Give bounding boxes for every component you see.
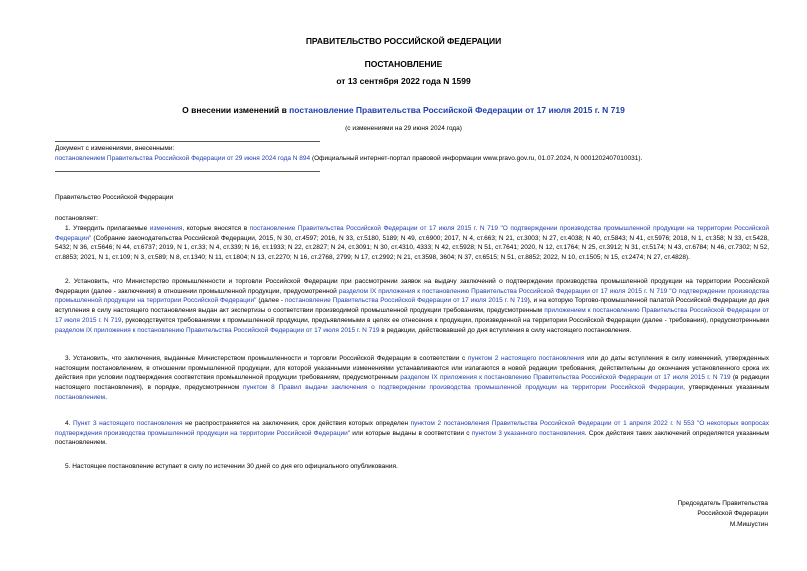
p4-text-b: не распространяется на заключения, срок действия которых определен <box>182 420 411 427</box>
p4-text-c: или которые выданы в соответствии с <box>350 429 472 437</box>
p4-text-d: . Срок действия таких заключений определяется указанным постановлением. <box>55 429 770 447</box>
changes-label: Документ с изменениями, внесенными: <box>55 145 175 152</box>
p2-link-section-ix-2[interactable]: разделом IX приложения к постановлению Правительства Российской Федерации от 17 июля 2015 г. N 719 <box>55 326 380 334</box>
p3-link-resolution[interactable]: постановлением <box>55 393 106 401</box>
p2-text-d: , руководствуется требованиями к промышленной продукции, предъявляемыми в целях ее отнесения к продукции, произведенной на территории Российской Федерации (далее - требования), предусмотренными <box>121 316 769 324</box>
changes-line <box>55 154 642 164</box>
changes-link[interactable]: постановлением Правительства Российской Федерации от 29 июня 2024 года N 894 <box>55 155 311 162</box>
p2-text-e: в редакции, действовавшей до дня вступления в силу настоящего постановления. <box>379 326 632 334</box>
p2-text-a: 2. Установить, что Министерство промышленности и торговли Российской Федерации при рассмотрении заявок на выдачу заключений о подтверждении производства промышленной продукции на территории Российской Федерации (далее - заключения) в отношении промышленной продукции, предусмотренной <box>55 278 769 295</box>
title-link[interactable]: постановление Правительства Российской Федерации от 17 июля 2015 г. N 719 <box>289 105 625 115</box>
p1-link-resolution[interactable]: постановление Правительства Российской Федерации от 17 июля 2015 г. N 719 "О подтверждении производства промышленной продукции на территории Российской Федерации" <box>55 225 769 242</box>
paragraph-1 <box>55 224 769 263</box>
paragraph-2 <box>55 277 769 335</box>
p3-text-b: или до даты вступления в силу изменений, утвержденных настоящим постановлением, в отношении промышленной продукции, для которой указанными изменениями устанавливаются или излагаются в новой редакции требования, действительны до окончания установленного срока их действия при условии подтверждения соответствия промышленной продукции требованиям, предусмотренным <box>55 355 769 382</box>
p3-text-a: 3. Установить, что заключения, выданные Министерством промышленности и торговли Российской Федерации в соответствии с <box>65 355 468 362</box>
p3-link-point-8[interactable]: пунктом 8 Правил выдачи заключения о подтверждении производства промышленной продукции на территории Российской Федерации <box>243 384 684 392</box>
p3-text-c: (в редакции настоящего постановления), в порядке, предусмотренном <box>55 374 769 392</box>
p2-link-section-ix[interactable]: разделом IX приложения к постановлению Правительства Российской Федерации от 17 июля 2015 г. N 719 "О подтверждении производства промышленной продукции на территории Российской Федерации" <box>55 287 769 305</box>
doc-type: ПОСТАНОВЛЕНИЕ <box>364 59 443 69</box>
org-title: ПРАВИТЕЛЬСТВО РОССИЙСКОЙ ФЕДЕРАЦИИ <box>305 36 502 46</box>
paragraph-4 <box>55 419 769 448</box>
signature-name: М.Мишустин <box>729 520 768 528</box>
p2-text-b: (далее - <box>256 297 286 305</box>
p3-text-e: . <box>105 393 107 401</box>
resolves-label: постановляет: <box>55 215 98 222</box>
signature-country: Российской Федерации <box>697 510 768 518</box>
p1-link-changes[interactable]: изменения <box>149 225 183 232</box>
p2-text-c: ), и на которую Торгово-промышленной палатой Российской Федерации до дня вступления в силу настоящего постановления выдан акт экспертизы о соответствии производимой промышленной продукции требованиям, предусмотренным <box>55 297 769 315</box>
divider-bottom <box>55 171 320 172</box>
p3-text-d: , утвержденных указанным <box>683 384 769 392</box>
paragraph-3 <box>55 354 769 403</box>
p4-text-a: 4. <box>65 420 73 427</box>
p2-link-resolution[interactable]: постановление Правительства Российской Федерации от 17 июля 2015 г. N 719 <box>285 297 528 305</box>
p4-link-resolution-553[interactable]: пунктом 2 постановления Правительства Российской Федерации от 1 апреля 2022 г. N 553 "О некоторых вопросах подтверждения производства промышленной продукции на территории Российской Федерации" <box>55 420 769 437</box>
p4-link-point-3[interactable]: Пункт 3 настоящего постановления <box>73 420 183 427</box>
p1-text-c: (Собрание законодательства Российской Федерации, 2015, N 30, ст.4597; 2016, N 33, ст.5180, 5189; N 49, ст.6900; 2017, N 4, ст.663; N 21, ст.3003; N 27, ст.4038; N 40, ст.5843; N 41, ст.5976; 2018, N 1, ст.358; N 33, ст.5428, 5432; N 36, ст.5646; N 44, ст.6737; 2019, N 1, ст.33; N 4, ст.339; N 16, ст.1933; N 22, ст.2827; N 24, ст.3091; N 30, ст.4310, 4333; N 42, ст.5928; N 51, ст.7641; 2020, N 12, ст.1764; N 25, ст.3912; N 31, ст.5174; N 43, ст.6784; N 46, ст.7302; N 52, ст.8853; 2021, N 1, ст.109; N 3, ст.589; N 8, ст.1340; N 11, ст.1804; N 13, ст.2270; N 16, ст.2768, 2799; N 17, ст.2992; N 21, ст.3598, 3604; N 37, ст.6515; N 51, ст.8852; 2022, N 10, ст.1505; N 15, ст.2474; N 27, ст.4828). <box>55 234 769 262</box>
paragraph-5: 5. Настоящее постановление вступает в силу по истечении 30 дней со дня его официального опубликования. <box>65 463 398 470</box>
date-number: от 13 сентября 2022 года N 1599 <box>336 76 471 86</box>
p1-text-a: 1. Утвердить прилагаемые <box>65 225 150 232</box>
signature-block <box>677 499 768 530</box>
divider-top <box>55 141 320 142</box>
p3-link-point-2[interactable]: пунктом 2 настоящего постановления <box>467 355 585 362</box>
changes-source: (Официальный интернет-портал правовой информации www.pravo.gov.ru, 01.07.2024, N 0001202407010031). <box>310 155 643 162</box>
signature-position: Председатель Правительства <box>677 500 768 507</box>
p1-text-b: , которые вносятся в <box>182 225 250 232</box>
government-label: Правительство Российской Федерации <box>55 194 174 201</box>
document-title <box>0 105 807 115</box>
p3-link-section-ix[interactable]: разделом IX приложения к постановлению Правительства Российской Федерации от 17 июля 2015 г. N 719 <box>400 374 731 382</box>
title-prefix: О внесении изменений в <box>182 105 290 115</box>
amended-note: (с изменениями на 29 июня 2024 года) <box>345 125 462 132</box>
p2-link-appendix[interactable]: приложением к постановлению Правительства Российской Федерации от 17 июля 2015 г. N 719 <box>55 307 769 324</box>
p4-link-point-3-resolution[interactable]: пунктом 3 указанного постановления <box>471 429 585 437</box>
